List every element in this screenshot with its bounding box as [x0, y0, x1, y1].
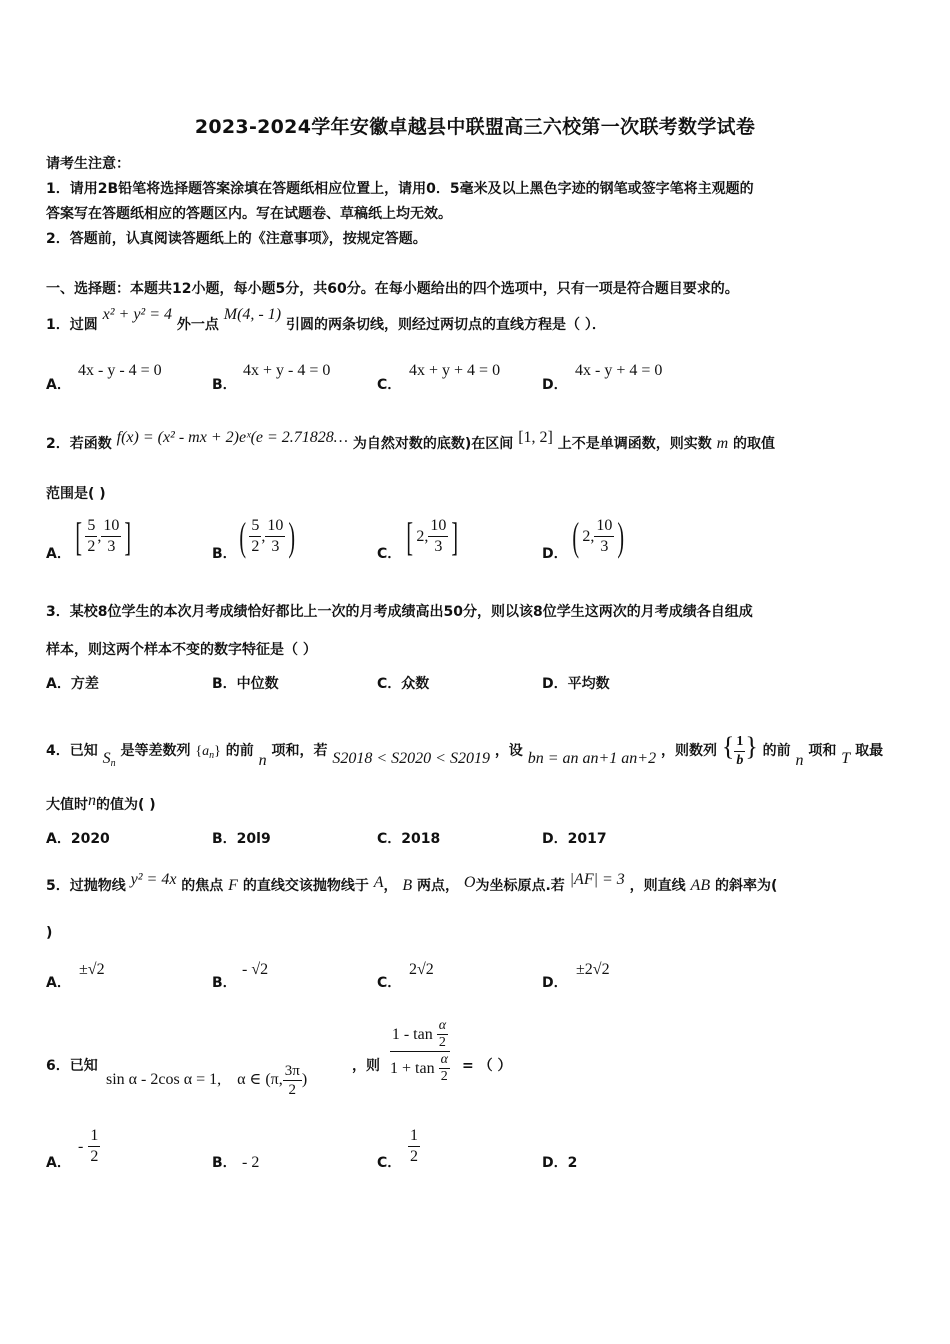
q6-option-b-value: - 2	[242, 1154, 260, 1171]
q6-condition: sin α - 2cos α = 1, α ∈ (π, $\frac{3\pi}{2}$ )	[106, 1063, 308, 1098]
q6-equals: = （ ）	[462, 1058, 512, 1074]
q6-option-a-value: - $\frac{1}{2}$	[78, 1127, 99, 1165]
q2-option-a[interactable]: A．	[46, 546, 71, 562]
q6-option-b[interactable]: B．	[212, 1155, 237, 1171]
interval: [1, 2]	[518, 429, 553, 446]
q1-option-a[interactable]: A．	[46, 377, 71, 393]
q1-option-a-value: 4x - y - 4 = 0	[78, 362, 162, 379]
q1-option-d-value: 4x - y + 4 = 0	[575, 362, 663, 379]
q2-option-c-value: [ 2, $\frac{10}{3}$ ]	[406, 513, 459, 559]
q6-fraction: 1 - tan $\frac{\alpha}{2}$ 1 + tan $\frac{\alpha}{2}$	[388, 1018, 452, 1085]
question-3-line-2: 样本，则这两个样本不变的数字特征是（ ）	[46, 642, 317, 658]
function-expression: f(x) = (x² - mx + 2)eˣ(e = 2.71828…	[116, 429, 349, 446]
q4-option-b[interactable]: B．20l9	[212, 831, 271, 847]
question-4-stem: 4．已知 $S_n$ 是等差数列 $\{a_n\}$ 的前 n 项和，若 S2018 < S2020 < S2019 ，设 bn = an an+1 an+2 ，则数列 { $\frac{1}{b}$ } 的前 n 项和 T 取最	[46, 732, 884, 769]
q1-option-d[interactable]: D．	[542, 377, 568, 393]
notice-heading: 请考生注意：	[46, 156, 130, 172]
q3-option-c[interactable]: C．众数	[377, 676, 430, 692]
q2-option-d-value: ( 2, $\frac{10}{3}$ )	[572, 513, 625, 559]
q1-option-c-value: 4x + y + 4 = 0	[409, 362, 501, 379]
q5-option-a[interactable]: A．	[46, 975, 71, 991]
q2-option-d[interactable]: D．	[542, 546, 568, 562]
q5-option-b[interactable]: B．	[212, 975, 237, 991]
q2-option-b[interactable]: B．	[212, 546, 237, 562]
q5-option-d[interactable]: D．	[542, 975, 568, 991]
q4-option-c[interactable]: C．2018	[377, 831, 441, 847]
q2-option-a-value: [ $\frac{5}{2}$ , $\frac{10}{3}$ ]	[75, 513, 132, 559]
q5-option-c[interactable]: C．	[377, 975, 402, 991]
parabola: y² = 4x	[130, 871, 177, 888]
q2-option-c[interactable]: C．	[377, 546, 402, 562]
circle-equation: x² + y² = 4	[102, 306, 173, 323]
question-5-stem: 5．过抛物线 y² = 4x 的焦点 F 的直线交该抛物线于 A， B 两点， O为坐标原点.若 |AF| = 3 ，则直线 AB 的斜率为(	[46, 871, 778, 894]
question-2-line-2: 范围是( )	[46, 486, 106, 502]
point-m: M(4, - 1)	[223, 306, 282, 323]
q5-option-a-value: ±√2	[79, 961, 105, 978]
notice-line-2: 答案写在答题纸相应的答题区内。写在试题卷、草稿纸上均无效。	[46, 206, 452, 222]
question-2-stem: 2．若函数 f(x) = (x² - mx + 2)eˣ(e = 2.71828… 为自然对数的底数)在区间 [1, 2] 上不是单调函数，则实数 m 的取值	[46, 429, 776, 452]
condition: S2018 < S2020 < S2019	[332, 750, 490, 767]
q6-option-d[interactable]: D．2	[542, 1155, 578, 1171]
af-length: |AF| = 3	[569, 871, 625, 888]
q3-option-a[interactable]: A．方差	[46, 676, 99, 692]
q1-option-b[interactable]: B．	[212, 377, 237, 393]
q3-option-d[interactable]: D．平均数	[542, 676, 610, 692]
question-5-line-2: )	[46, 925, 53, 941]
question-1-stem: 1．过圆 x² + y² = 4 外一点 M(4, - 1) 引圆的两条切线，则经过两切点的直线方程是（ ）．	[46, 306, 606, 333]
page-title: 2023-2024学年安徽卓越县中联盟高三六校第一次联考数学试卷	[194, 116, 756, 138]
question-3-line-1: 3．某校8位学生的本次月考成绩恰好都比上一次的月考成绩高出50分，则以该8位学生这两次的月考成绩各自组成	[46, 604, 753, 620]
q4-option-d[interactable]: D．2017	[542, 831, 607, 847]
q6-then: ，则	[352, 1058, 380, 1074]
notice-line-3: 2．答题前，认真阅读答题纸上的《注意事项》，按规定答题。	[46, 231, 427, 247]
q5-option-b-value: - √2	[242, 961, 269, 978]
section-heading: 一、选择题：本题共12小题，每小题5分，共60分。在每小题给出的四个选项中，只有一项是符合题目要求的。	[46, 281, 739, 297]
question-4-line-2: 大值时n的值为( )	[46, 792, 156, 813]
q1-option-b-value: 4x + y - 4 = 0	[243, 362, 331, 379]
question-6-label: 6．已知	[46, 1058, 98, 1074]
q1-option-c[interactable]: C．	[377, 377, 402, 393]
notice-line-1: 1．请用2B铅笔将选择题答案涂填在答题纸相应位置上，请用0．5毫米及以上黑色字迹的钢笔或签字笔将主观题的	[46, 181, 754, 197]
q3-option-b[interactable]: B．中位数	[212, 676, 279, 692]
q6-option-c[interactable]: C．	[377, 1155, 402, 1171]
q6-option-a[interactable]: A．	[46, 1155, 71, 1171]
q4-option-a[interactable]: A．2020	[46, 831, 110, 847]
q5-option-c-value: 2√2	[409, 961, 434, 978]
sn: $S_n$	[102, 750, 116, 769]
bn-definition: bn = an an+1 an+2	[527, 750, 657, 767]
q5-option-d-value: ±2√2	[576, 961, 610, 978]
q6-option-c-value: $\frac{1}{2}$	[410, 1127, 418, 1165]
q2-option-b-value: ( $\frac{5}{2}$ , $\frac{10}{3}$ )	[239, 513, 296, 559]
